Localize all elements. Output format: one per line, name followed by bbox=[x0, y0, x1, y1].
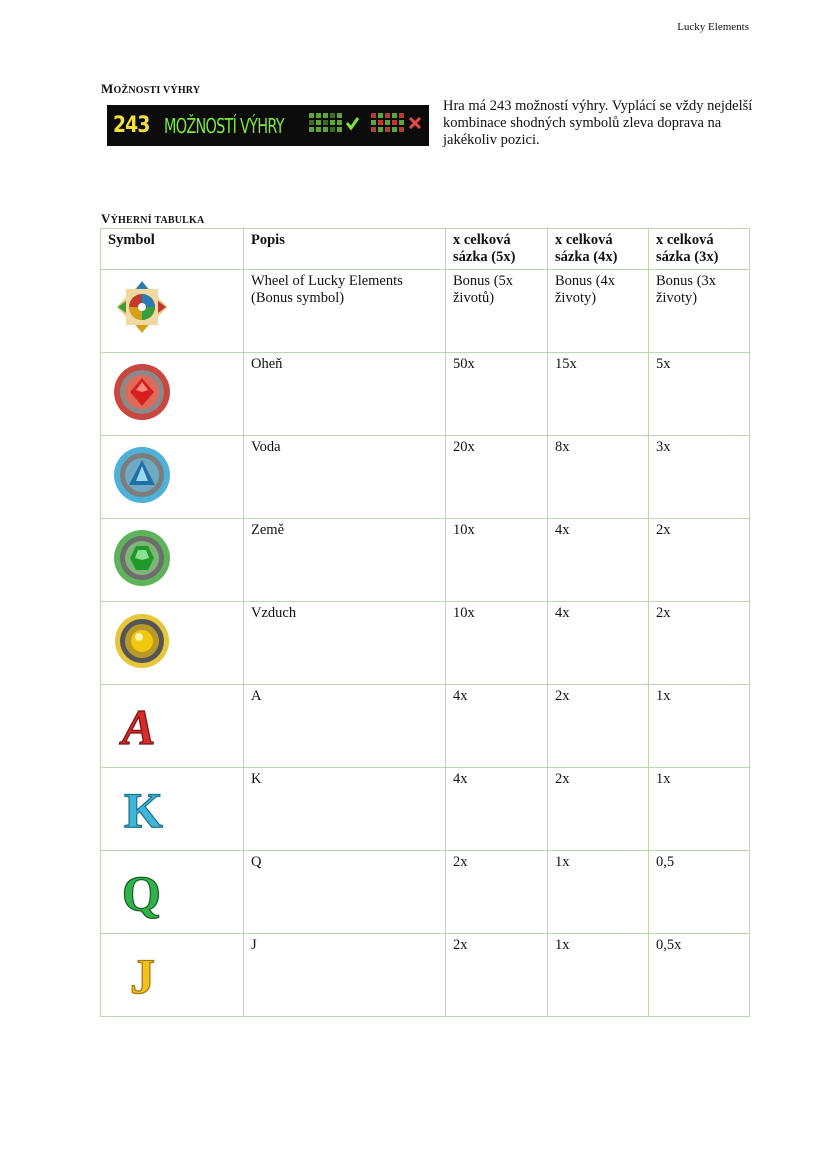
paytable-heading-initial: V bbox=[101, 211, 111, 226]
banner-label: MOŽNOSTÍ VÝHRY bbox=[163, 113, 284, 138]
description-cell: Vzduch bbox=[244, 602, 446, 685]
paytable-heading-rest: ÝHERNÍ TABULKA bbox=[110, 215, 205, 226]
symbol-cell bbox=[101, 851, 244, 934]
description-cell: Q bbox=[244, 851, 446, 934]
pay5-cell: 50x bbox=[446, 353, 548, 436]
table-row bbox=[101, 519, 750, 602]
paytable-header-row bbox=[101, 229, 750, 270]
fire-gem-icon bbox=[112, 358, 172, 424]
description-cell: Oheň bbox=[244, 353, 446, 436]
pay4-cell: 15x bbox=[548, 353, 649, 436]
ways-heading-rest: OŽNOSTI VÝHRY bbox=[113, 85, 201, 96]
letter-q-icon bbox=[112, 856, 172, 922]
table-row bbox=[101, 851, 750, 934]
description-cell: J bbox=[244, 934, 446, 1017]
document-header-title: Lucky Elements bbox=[677, 21, 749, 33]
pay4-cell: 2x bbox=[548, 685, 649, 768]
pay4-cell: Bonus (4x životy) bbox=[548, 270, 649, 353]
table-row bbox=[101, 353, 750, 436]
pay3-cell: 5x bbox=[649, 353, 750, 436]
pay3-cell: 2x bbox=[649, 602, 750, 685]
ways-heading-initial: M bbox=[101, 81, 114, 96]
description-cell: K bbox=[244, 768, 446, 851]
pay5-cell: 2x bbox=[446, 851, 548, 934]
pay3-cell: 0,5x bbox=[649, 934, 750, 1017]
pay5-cell: 20x bbox=[446, 436, 548, 519]
pay4-cell: 1x bbox=[548, 851, 649, 934]
paytable bbox=[100, 228, 750, 1017]
table-row bbox=[101, 685, 750, 768]
symbol-cell bbox=[101, 768, 244, 851]
symbol-cell bbox=[101, 353, 244, 436]
symbol-cell bbox=[101, 602, 244, 685]
paytable-section-heading bbox=[101, 211, 204, 227]
pay3-cell: Bonus (3x životy) bbox=[649, 270, 750, 353]
description-cell: Wheel of Lucky Elements (Bonus symbol) bbox=[244, 270, 446, 353]
pay4-cell: 1x bbox=[548, 934, 649, 1017]
pay5-cell: 4x bbox=[446, 768, 548, 851]
description-cell: A bbox=[244, 685, 446, 768]
pay5-cell: Bonus (5x životů) bbox=[446, 270, 548, 353]
water-gem-icon bbox=[112, 441, 172, 507]
ways-banner bbox=[107, 105, 429, 146]
pay3-cell: 1x bbox=[649, 768, 750, 851]
column-header-pay3: x celková sázka (3x) bbox=[649, 229, 750, 270]
pay5-cell: 2x bbox=[446, 934, 548, 1017]
description-cell: Země bbox=[244, 519, 446, 602]
pay5-cell: 10x bbox=[446, 519, 548, 602]
table-row bbox=[101, 436, 750, 519]
pay5-cell: 10x bbox=[446, 602, 548, 685]
air-gem-icon bbox=[112, 607, 172, 673]
letter-k-icon bbox=[112, 773, 172, 839]
svg-text:J: J bbox=[130, 948, 155, 1004]
column-header-description: Popis bbox=[244, 229, 446, 270]
ways-description: Hra má 243 možností výhry. Vyplácí se vždy nejdelší kombinace shodných symbolů zleva doprava na jakékoliv pozici. bbox=[443, 98, 753, 148]
svg-text:K: K bbox=[124, 782, 163, 838]
letter-j-icon bbox=[112, 939, 172, 1005]
pay3-cell: 1x bbox=[649, 685, 750, 768]
earth-gem-icon bbox=[112, 524, 172, 590]
table-row bbox=[101, 934, 750, 1017]
column-header-pay5: x celková sázka (5x) bbox=[446, 229, 548, 270]
check-icon bbox=[347, 118, 358, 128]
pay4-cell: 2x bbox=[548, 768, 649, 851]
pay3-cell: 2x bbox=[649, 519, 750, 602]
ways-grid-icon bbox=[307, 111, 427, 139]
table-row bbox=[101, 768, 750, 851]
svg-text:Q: Q bbox=[122, 865, 161, 921]
column-header-symbol: Symbol bbox=[101, 229, 244, 270]
wheel-of-lucky-elements-icon bbox=[112, 275, 172, 341]
symbol-cell bbox=[101, 436, 244, 519]
table-row bbox=[101, 270, 750, 353]
symbol-cell bbox=[101, 519, 244, 602]
symbol-cell bbox=[101, 270, 244, 353]
column-header-pay4: x celková sázka (4x) bbox=[548, 229, 649, 270]
ways-section-heading bbox=[101, 81, 200, 97]
banner-number: 243 bbox=[113, 113, 150, 138]
pay3-cell: 3x bbox=[649, 436, 750, 519]
cross-icon bbox=[410, 118, 420, 128]
pay4-cell: 4x bbox=[548, 519, 649, 602]
letter-a-icon bbox=[112, 690, 172, 756]
table-row bbox=[101, 602, 750, 685]
pay4-cell: 4x bbox=[548, 602, 649, 685]
svg-text:A: A bbox=[122, 699, 156, 755]
symbol-cell bbox=[101, 685, 244, 768]
pay5-cell: 4x bbox=[446, 685, 548, 768]
description-cell: Voda bbox=[244, 436, 446, 519]
symbol-cell bbox=[101, 934, 244, 1017]
pay3-cell: 0,5 bbox=[649, 851, 750, 934]
pay4-cell: 8x bbox=[548, 436, 649, 519]
